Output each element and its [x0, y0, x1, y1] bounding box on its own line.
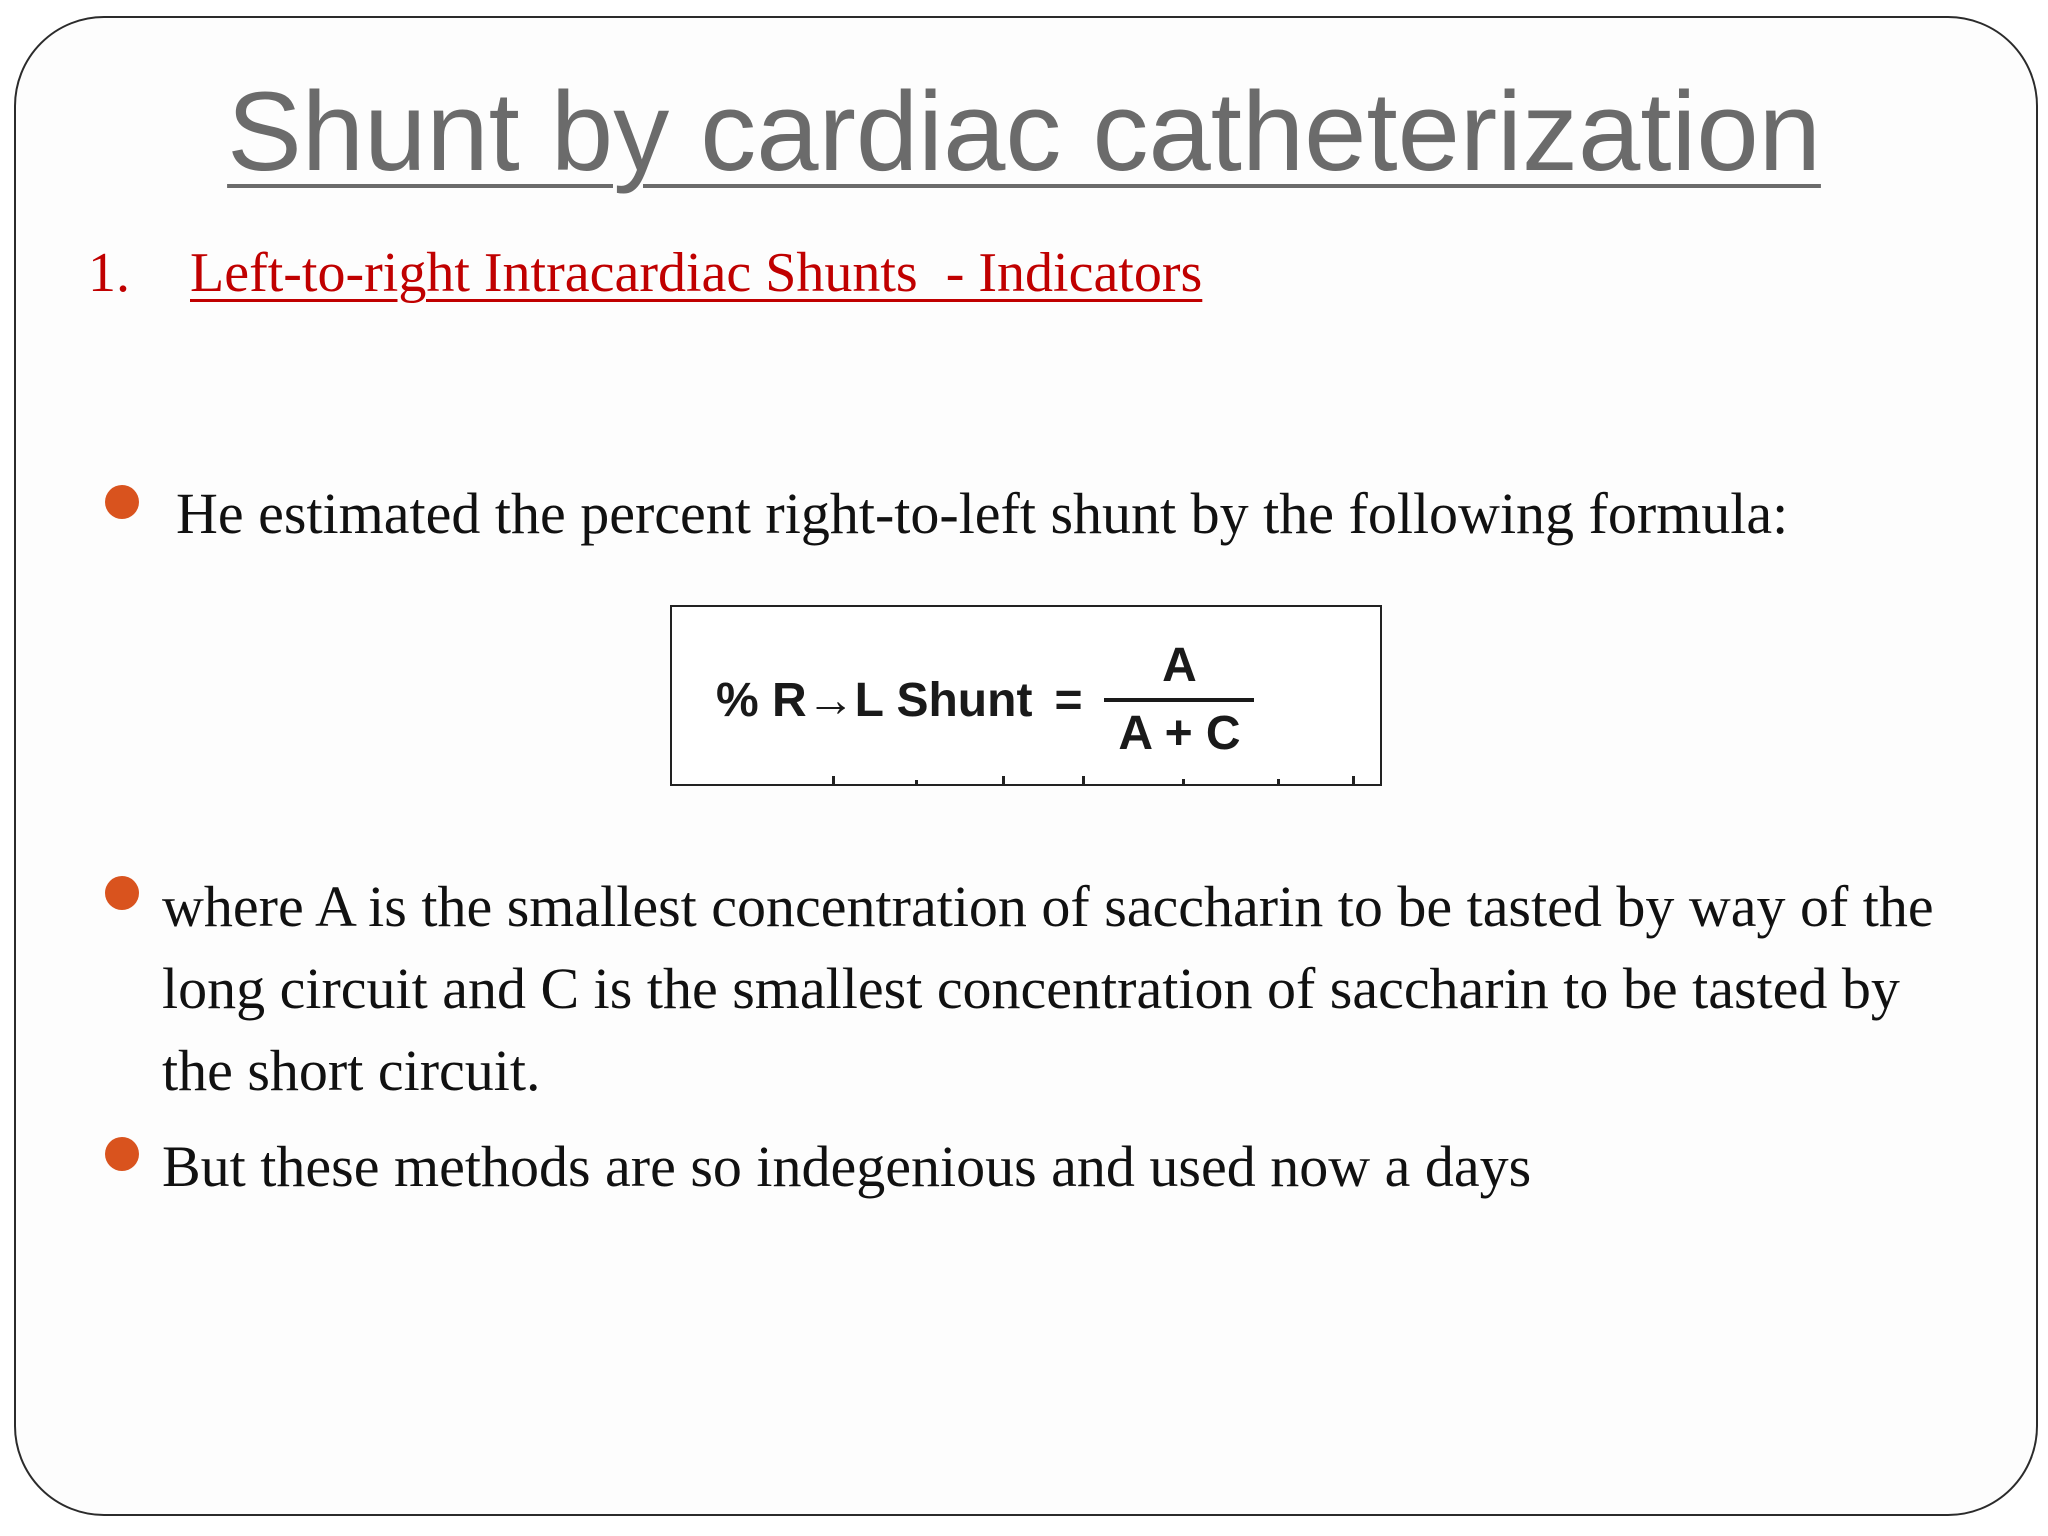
formula-lhs: % R→L Shunt	[716, 673, 1033, 727]
tick-mark	[1277, 779, 1280, 784]
bullet-dot-icon	[105, 876, 139, 910]
numbered-subheading	[88, 238, 1202, 308]
slide-title: Shunt by cardiac catheterization	[227, 69, 1821, 194]
formula-equals: =	[1054, 673, 1083, 727]
formula-denominator: A + C	[1118, 707, 1241, 760]
tick-mark	[915, 780, 918, 784]
tick-mark	[1002, 776, 1005, 784]
tick-mark	[1082, 776, 1085, 784]
bullet-dot-icon	[105, 1137, 139, 1171]
formula-fraction	[1104, 638, 1254, 762]
tick-mark	[832, 776, 835, 784]
image-crop-artifacts	[672, 774, 1380, 784]
tick-mark	[1182, 779, 1185, 784]
tick-mark	[1352, 776, 1355, 784]
bullet-item: He estimated the percent right-to-left shunt by the following formula:	[176, 481, 1789, 546]
formula-image	[670, 605, 1382, 786]
bullet-dot-icon	[105, 485, 139, 519]
formula-numerator: A	[1162, 639, 1197, 692]
subheading-number: 1.	[88, 242, 130, 304]
subheading-text: Left-to-right Intracardiac Shunts - Indicators	[190, 242, 1203, 304]
shunt-formula	[716, 635, 1254, 765]
bullet-item: But these methods are so indegenious and used now a days	[162, 1134, 1532, 1199]
bullet-item: where A is the smallest concentration of saccharin to be tasted by way of the long circuit and C is the smallest concentration of saccharin to be tasted by the short circuit.	[162, 874, 1934, 1103]
fraction-bar	[1104, 698, 1254, 702]
